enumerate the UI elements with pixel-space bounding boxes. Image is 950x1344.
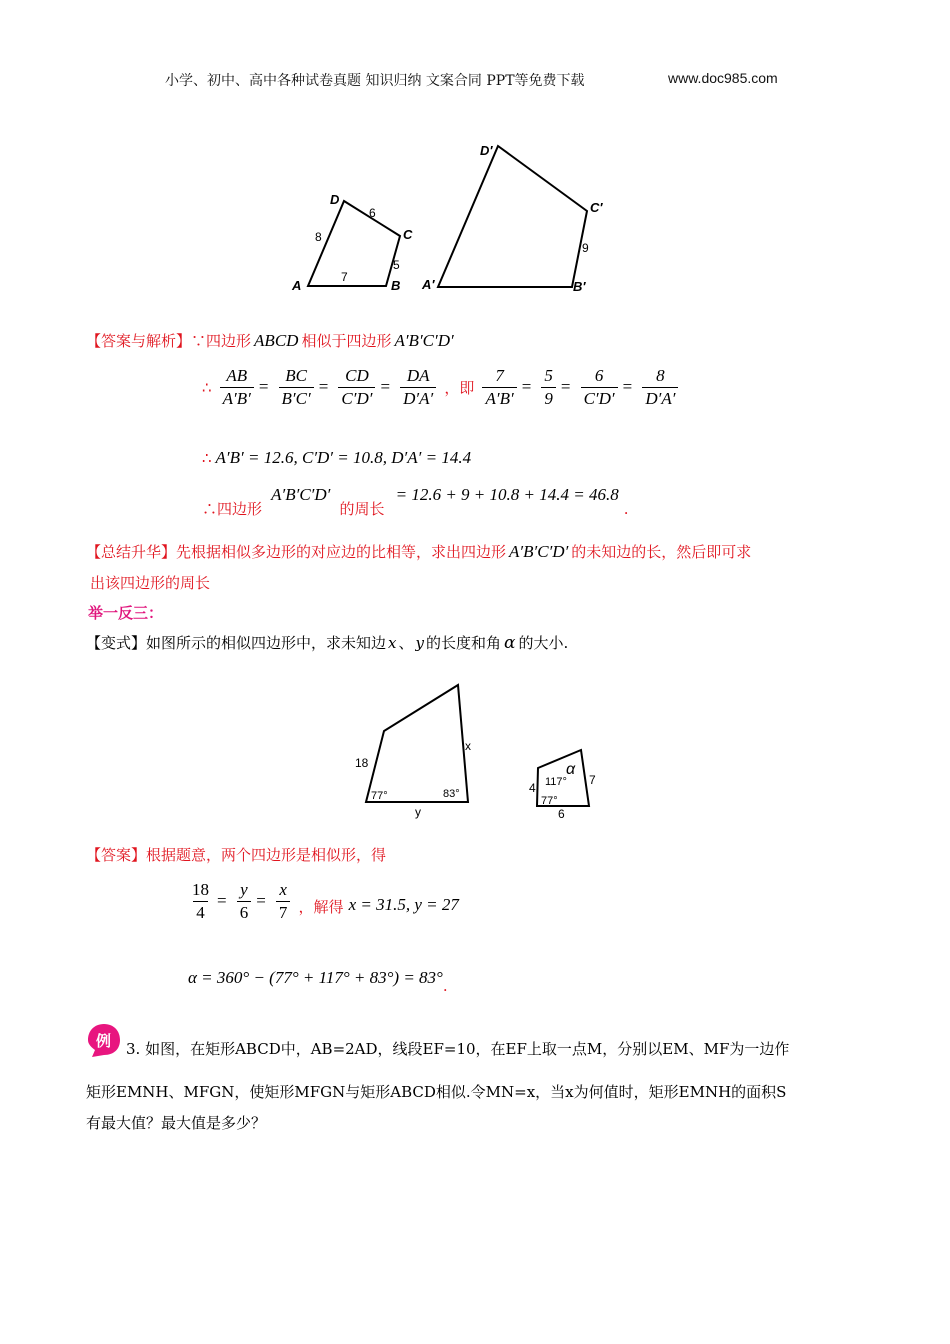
variant-label: 【变式】	[86, 634, 147, 652]
alpha-equation: α = 360° − (77° + 117° + 83°) = 83°.	[188, 968, 448, 995]
label-4: 4	[529, 781, 536, 795]
answer-label: 【答案与解析】	[86, 332, 192, 350]
label-alpha: α	[566, 761, 576, 778]
summary-label: 【总结升华】	[86, 543, 177, 561]
label-angle-117: 117°	[545, 776, 567, 788]
label-side-BC: 5	[393, 258, 400, 272]
label-B-prime: B′	[573, 279, 586, 294]
label-C-prime: C′	[590, 200, 603, 215]
variant-question: 【变式】如图所示的相似四边形中，求未知边 x 、 y 的长度和角 α 的大小.	[86, 633, 569, 653]
perimeter-line: ∴四边形 A′B′C′D′ 的周长 = 12.6 + 9 + 10.8 + 14.4 = 46.8 .	[202, 485, 629, 518]
answer2-intro: 【答案】根据题意，两个四边形是相似形，得	[86, 846, 387, 864]
example-line1: 3. 如图，在矩形ABCD中，AB=2AD，线段EF=10，在EF上取一点M，分别以EM、MF为一边作	[126, 1040, 790, 1058]
summary-line2: 出该四边形的周长	[90, 574, 211, 592]
label-6: 6	[558, 807, 565, 820]
big-quadrilateral	[366, 685, 468, 802]
label-angle-83: 83°	[443, 788, 460, 800]
label-D: D	[330, 192, 340, 207]
example-line2: 矩形EMNH、MFGN，使矩形MFGN与矩形ABCD相似.令MN=x，当x为何值时，矩形EMNH的面积S	[86, 1083, 787, 1101]
label-angle-77-small: 77°	[541, 795, 558, 807]
label-side-AB: 7	[341, 270, 348, 284]
large-quadrilateral	[438, 146, 587, 287]
side-lengths-line: ∴ A′B′ = 12.6, C′D′ = 10.8, D′A′ = 14.4	[202, 448, 472, 467]
label-x: x	[465, 739, 471, 753]
label-7: 7	[589, 773, 596, 787]
small-quadrilateral	[308, 201, 400, 286]
header-title: 小学、初中、高中各种试卷真题 知识归纳 文案合同 PPT等免费下载	[165, 73, 585, 89]
example-line3: 有最大值？最大值是多少？	[86, 1114, 267, 1132]
label-A-prime: A′	[422, 277, 435, 292]
label-side-CD: 6	[369, 206, 376, 220]
example-badge-icon	[86, 1022, 122, 1058]
label-18: 18	[355, 756, 369, 770]
label-side-BC-prime: 9	[582, 241, 589, 255]
proportion-equation: $\frac{18}{4}$ = $\frac{y}{6}$ = $\frac{x}{7}$ ，解得 x = 31.5, y = 27	[192, 880, 459, 922]
ratio-equation: ∴ $\frac{AB}{A'B'}$ = $\frac{BC}{B'C'}$ = $\frac{CD}{C'D'}$ = $\frac{DA}{D'A'}$ ，即 $\frac{7}{A'B'}$ = $\frac{5}{9}$ = $\frac{6}{C'D'}$ = $\frac{8}{D'A'}$	[202, 366, 681, 409]
solution-intro: 【答案与解析】∵四边形 ABCD 相似于四边形 A′B′C′D′	[86, 331, 454, 350]
svg-text:例: 例	[96, 1032, 112, 1050]
label-A: A	[292, 278, 302, 293]
header-site-link[interactable]: www.doc985.com	[668, 70, 778, 86]
juyi-heading: 举一反三：	[88, 604, 164, 622]
figure-similar-quadrilaterals	[280, 140, 620, 300]
summary-line1: 【总结升华】先根据相似多边形的对应边的比相等，求出四边形 A′B′C′D′ 的未知边的长，然后即可求	[86, 542, 752, 561]
label-side-DA: 8	[315, 230, 322, 244]
label-B: B	[391, 278, 401, 293]
label-y: y	[415, 805, 421, 819]
label-D-prime: D′	[480, 143, 493, 158]
figure-variant-quadrilaterals	[350, 680, 610, 820]
answer2-label: 【答案】	[86, 846, 147, 864]
label-C: C	[403, 227, 413, 242]
label-angle-77: 77°	[371, 790, 388, 802]
